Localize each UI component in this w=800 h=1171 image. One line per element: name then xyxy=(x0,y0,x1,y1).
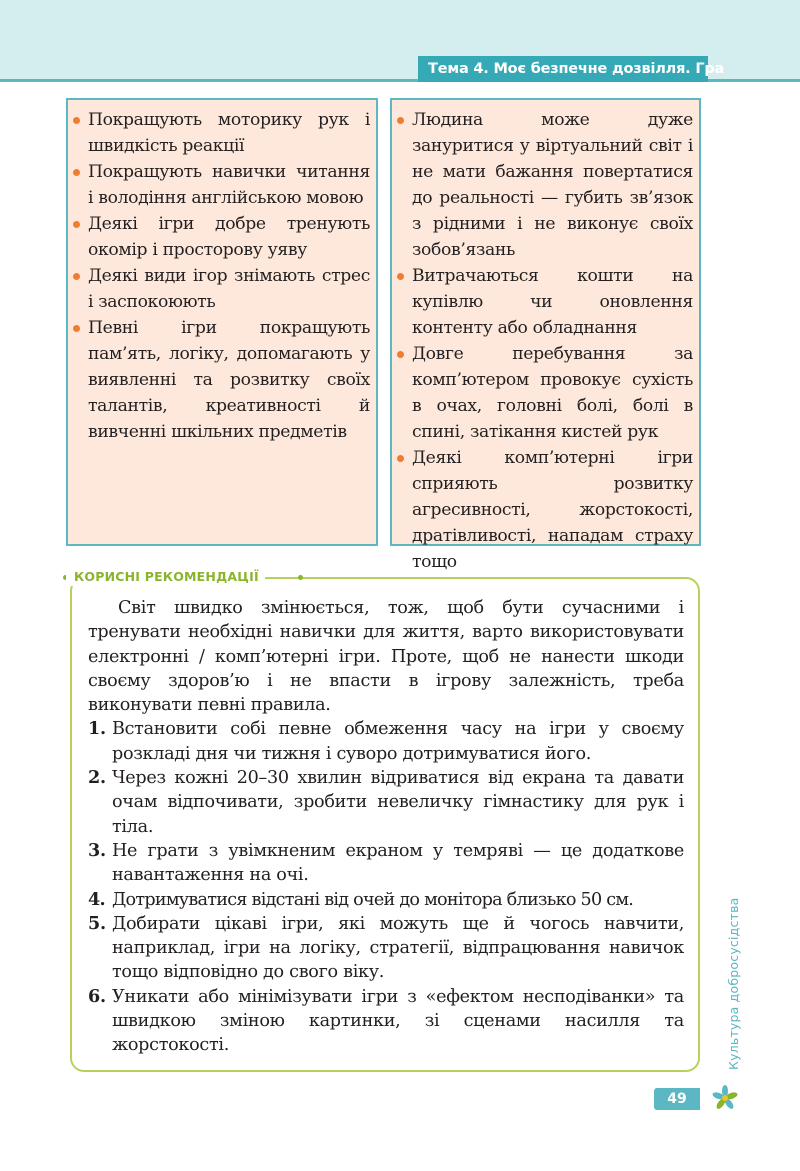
recommendations-list xyxy=(88,717,684,1057)
section-side-label: Культура добросусідства xyxy=(726,897,741,1070)
page-number: 49 xyxy=(654,1088,700,1110)
advantages-list xyxy=(68,100,376,445)
bullet-icon xyxy=(397,351,404,358)
list-item: 3. Не грати з увімкненим екраном у темряві — це додаткове навантаження на очі. xyxy=(88,839,684,886)
advantages-box xyxy=(66,98,378,546)
bullet-icon xyxy=(397,117,404,124)
bullet-icon xyxy=(397,273,404,280)
bullet-icon xyxy=(73,325,80,332)
list-item: 2. Через кожні 20–30 хвилин відриватися від екрана та давати очам відпочивати, зробити невеличку гімнастику для рук і тіла. xyxy=(88,767,684,837)
flower-icon xyxy=(712,1085,738,1111)
list-item: Витрачаються кошти на купівлю чи оновлення контенту або обладнання xyxy=(412,263,693,341)
topic-title: Тема 4. Моє безпечне дозвілля. Гра xyxy=(418,56,708,82)
title-dot-icon xyxy=(298,575,303,580)
disadvantages-list xyxy=(392,100,699,575)
recommendations-intro: Світ швидко змінюється, тож, щоб бути сучасними і тренувати необхідні навички для життя, варто використовувати електронні / комп’ютерні ігри. Проте, щоб не нанести шкоди своєму здоров’ю і не впасти в ігрову залежність, треба виконувати певні правила. xyxy=(88,598,684,716)
list-item: Деякі види ігор знімають стрес і заспокоюють xyxy=(88,263,370,315)
list-item: Деякі ігри добре тренують окомір і просторову уяву xyxy=(88,211,370,263)
bullet-icon xyxy=(73,169,80,176)
bullet-icon xyxy=(73,117,80,124)
disadvantages-box xyxy=(390,98,701,572)
bullet-icon xyxy=(73,221,80,228)
list-item: Довге перебування за комп’ютером провокує сухість в очах, головні болі, болі в спині, затікання кистей рук xyxy=(412,341,693,445)
list-item: 6. Уникати або мінімізувати ігри з «ефектом несподіванки» та швидкою зміною картинки, зі сценами насилля та жорстокості. xyxy=(88,985,684,1056)
recommendations-body xyxy=(88,596,684,1058)
list-item: Покращують моторику рук і швидкість реакції xyxy=(88,107,370,159)
recommendations-title: КОРИСНІ РЕКОМЕНДАЦІЇ xyxy=(66,568,265,586)
bullet-icon xyxy=(73,273,80,280)
list-item: Деякі комп’ютерні ігри сприяють розвитку агресивності, жорстокості, дратівливості, нападам страху тощо xyxy=(412,445,693,575)
list-item: 4. Дотримуватися відстані від очей до монітора близько 50 см. xyxy=(88,888,634,910)
bullet-icon xyxy=(397,455,404,462)
list-item: Певні ігри покращують пам’ять, логіку, допомагають у виявленні та розвитку своїх талантів, креативності й вивченні шкільних предметів xyxy=(88,315,370,445)
list-item: Людина може дуже зануритися у віртуальний світ і не мати бажання повертатися до реальності — губить зв’язок з рідними і не виконує своїх зобов’язань xyxy=(412,107,693,263)
list-item: 5. Добирати цікаві ігри, які можуть ще й чогось навчити, наприклад, ігри на логіку, стратегії, відпрацювання навичок тощо відповідно до свого віку. xyxy=(88,912,684,983)
list-item: 1. Встановити собі певне обмеження часу на ігри у своєму розкладі дня чи тижня і суворо дотримуватися його. xyxy=(88,718,684,764)
list-item: Покращують навички читання і володіння англійською мовою xyxy=(88,159,370,211)
